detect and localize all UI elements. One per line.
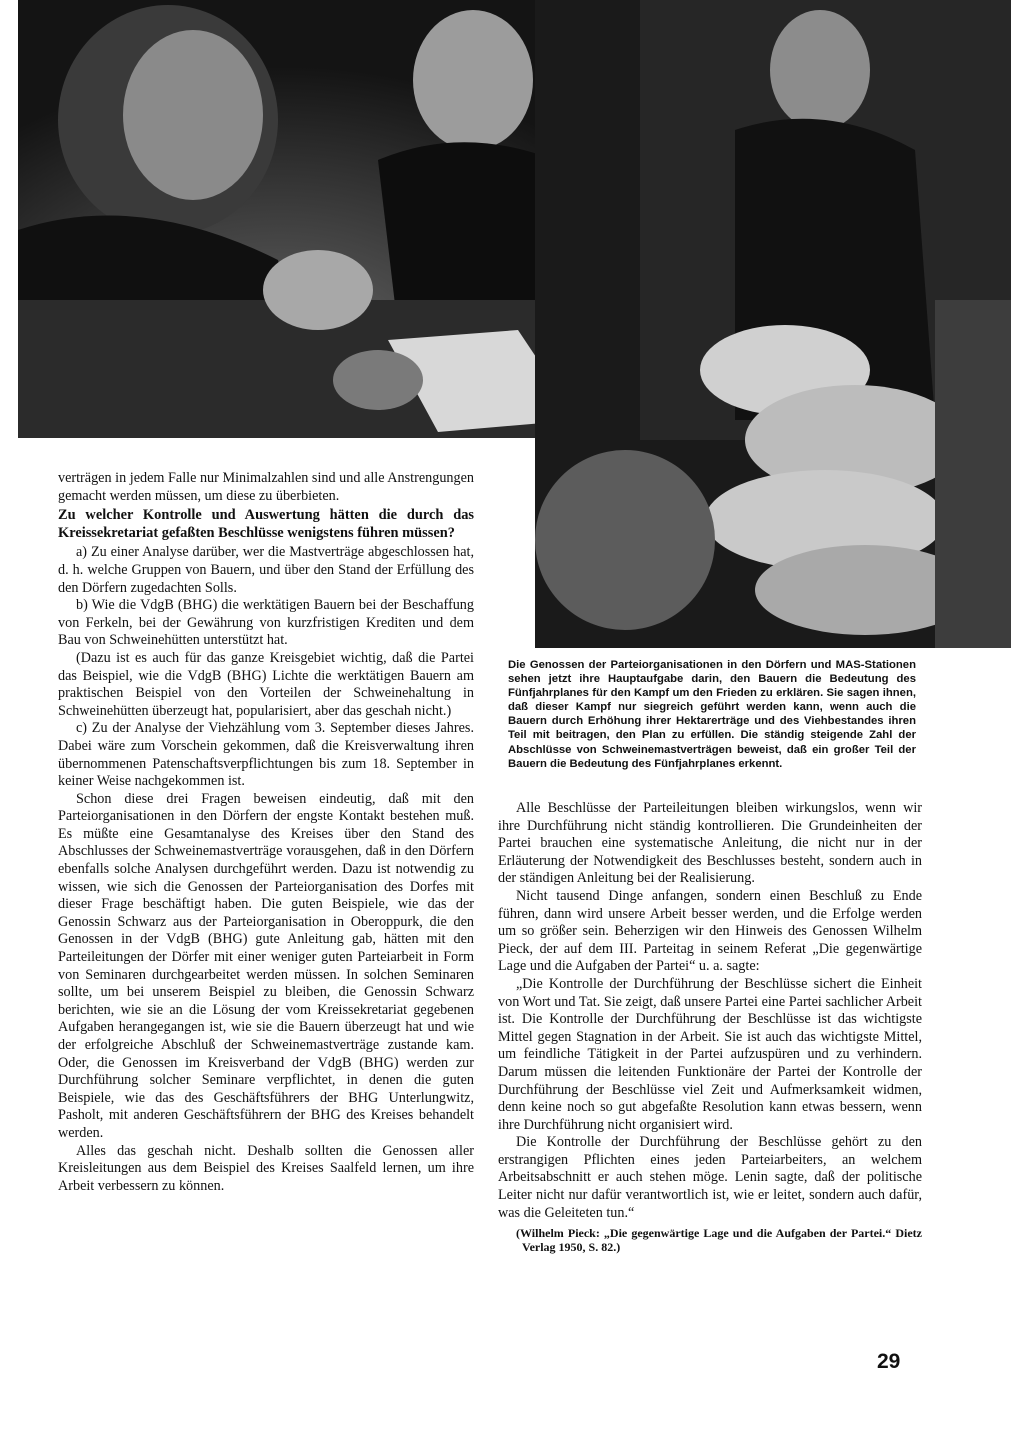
photo-man-with-piglets-graphic [535, 0, 1011, 648]
left-text-column [58, 470, 474, 1195]
quote-paragraph-2: Die Kontrolle der Durchführung der Beschlüsse gehört zu den erstrangigen Pflichten eines jeden Parteiarbeiters, an welchem Arbeitsabschnitt er auch stehen möge. Lenin sagte, daß der politische Leiter nicht nur dafür verantwortlich ist, wie er leitet, sondern auch dafür, was die Geleiteten tun.“ [498, 1134, 922, 1221]
photo-caption-text: Die Genossen der Parteiorganisationen in den Dörfern und MAS-Stationen sehen jetzt ihre Hauptaufgabe darin, den Bauern die Bedeutung des Fünfjahrplanes für den Kampf um den Frieden zu erklären. Sie sagen ihnen, daß dieser Kampf nur siegreich geführt werden kann, wenn auch die Bauern durch Erhöhung ihrer Hektarerträge und des Viehbestandes ihren Teil mit beitragen, den Plan zu erfüllen. Die ständig steigende Zahl der Abschlüsse von Schweinemastverträgen beweist, daß ein großer Teil der Bauern die Bedeutung des Fünfjahrplanes erkennt. [508, 659, 916, 770]
paragraph-e: Alles das geschah nicht. Deshalb sollten die Genossen aller Kreisleitungen aus dem Beispiel des Kreises Saalfeld lernen, um ihre Arbeit verbessern zu können. [58, 1142, 474, 1194]
page-number: 29 [877, 1350, 901, 1373]
photo-man-with-piglets [535, 0, 1011, 648]
paragraph-r2: Nicht tausend Dinge anfangen, sondern einen Beschluß zu Ende führen, dann wird unsere Arbeit besser werden, und die Erfolge werden um so größer sein. Beherzigen wir den Hinweis des Genossen Wilhelm Pieck, der auf dem III. Parteitag in seinem Referat „Die gegenwärtige Lage und die Aufgaben der Partei“ u. a. sagte: [498, 887, 922, 975]
section-heading: Zu welcher Kontrolle und Auswertung hätten die durch das Kreissekretariat gefaßten Beschlüsse wenigstens führen müssen? [58, 507, 474, 541]
paragraph-b-note: (Dazu ist es auch für das ganze Kreisgebiet wichtig, daß die Partei das Beispiel, wie die VdgB (BHG) Lichte die werktätigen Bauern am praktischen Beispiel von den Vorteilen der Schweinehaltung in Schweinehütten überzeugt hat, popularisiert, aber das geschah nicht.) [58, 649, 474, 719]
photo-caption [508, 658, 916, 771]
paragraph-c: c) Zu der Analyse der Viehzählung vom 3. September dieses Jahres. Dabei wäre zum Vorschein gekommen, daß die Kreisverwaltung ihren übernommenen Patenschaftsverpflichtungen bis zum 18. September in keiner Weise nachgekommen ist. [58, 720, 474, 790]
paragraph-r1: Alle Beschlüsse der Parteileitungen bleiben wirkungslos, wenn wir ihre Durchführung nicht ständig kontrollieren. Die Grundeinheiten der Partei brauchen eine systematische Anleitung, die nicht nur in der Erläuterung der Notwendigkeit des Beschlusses besteht, sondern auch in der ständigen Anleitung bei der Realisierung. [498, 800, 922, 887]
paragraph-continuation: verträgen in jedem Falle nur Minimalzahlen sind und alle Anstrengungen gemacht werden müssen, um diese zu überbieten. [58, 470, 474, 504]
paragraph-b: b) Wie die VdgB (BHG) die werktätigen Bauern bei der Beschaffung von Ferkeln, bei der Gewährung von kurzfristigen Krediten und dem Bau von Schweinehütten unterstützt hat. [58, 597, 474, 649]
paragraph-a: a) Zu einer Analyse darüber, wer die Mastverträge abgeschlossen hat, d. h. welche Gruppen von Bauern, und über den Stand der Erfüllung des den Dörfern zugedachten Solls. [58, 544, 474, 596]
right-text-column [498, 800, 922, 1254]
quote-paragraph-1: „Die Kontrolle der Durchführung der Beschlüsse sichert die Einheit von Wort und Tat. Sie zeigt, daß unsere Partei eine Partei sachlicher Arbeit ist. Die Kontrolle der Durchführung der Beschlüsse ist das wichtigste Mittel gegen Stagnation in der Arbeit. Sie ist auch das wichtigste Mittel, um feindliche Tätigkeit in der Partei aufzuspüren und zu verhindern. Darum müssen die leitenden Funktionäre der Partei der Kontrolle der Durchführung der Beschlüsse viel Zeit und Aufmerksamkeit widmen, denn keine noch so gut abgefaßte Resolution kann etwas bessern, wenn ihre Durchführung nicht organisiert wird. [498, 975, 922, 1133]
citation: (Wilhelm Pieck: „Die gegenwärtige Lage und die Aufgaben der Partei.“ Dietz Verlag 1950, S. 82.) [516, 1226, 922, 1255]
paragraph-d: Schon diese drei Fragen beweisen eindeutig, daß mit den Parteiorganisationen in den Dörfern der engste Kontakt bestehen muß. Es müßte eine Gesamtanalyse des Kreises über den Stand des Abschlusses der Schweinemastverträge vorausgehen, daß in den Dörfern ebenfalls solche Analysen durchgeführt werden. Dazu ist notwendig zu wissen, wie sich die Genossen der Parteiorganisation des Dorfes mit dieser Frage beschäftigt haben. Die guten Beispiele, wie das der Genossin Schwarz aus der Parteiorganisation in Oberoppurk, die den Genossen in der VdgB (BHG) gute Anleitung gab, hätten mit den Parteileitungen der Dörfer mit einer weniger guten Parteiarbeit in Form von Seminaren durchgearbeitet werden müssen. In solchen Seminaren sollte, um bei unserem Beispiel zu bleiben, die Genossin Schwarz berichten, wie sie an die Lösung der vom Kreissekretariat gegebenen Aufgaben herangegangen ist, wie sie die Bauern überzeugt hat und wie der erfolgreiche Abschluß der Schweinemastverträge zustande kam. Oder, die Genossen im Kreisverband der VdgB (BHG) werden zur Durchführung solcher Seminare verpflichtet, in denen die guten Beispiele, wie das des Geschäftsführers der BHG Unterlungwitz, Pasholt, mit anderen Geschäftsführern der BHG des Kreises behandelt werden. [58, 790, 474, 1141]
